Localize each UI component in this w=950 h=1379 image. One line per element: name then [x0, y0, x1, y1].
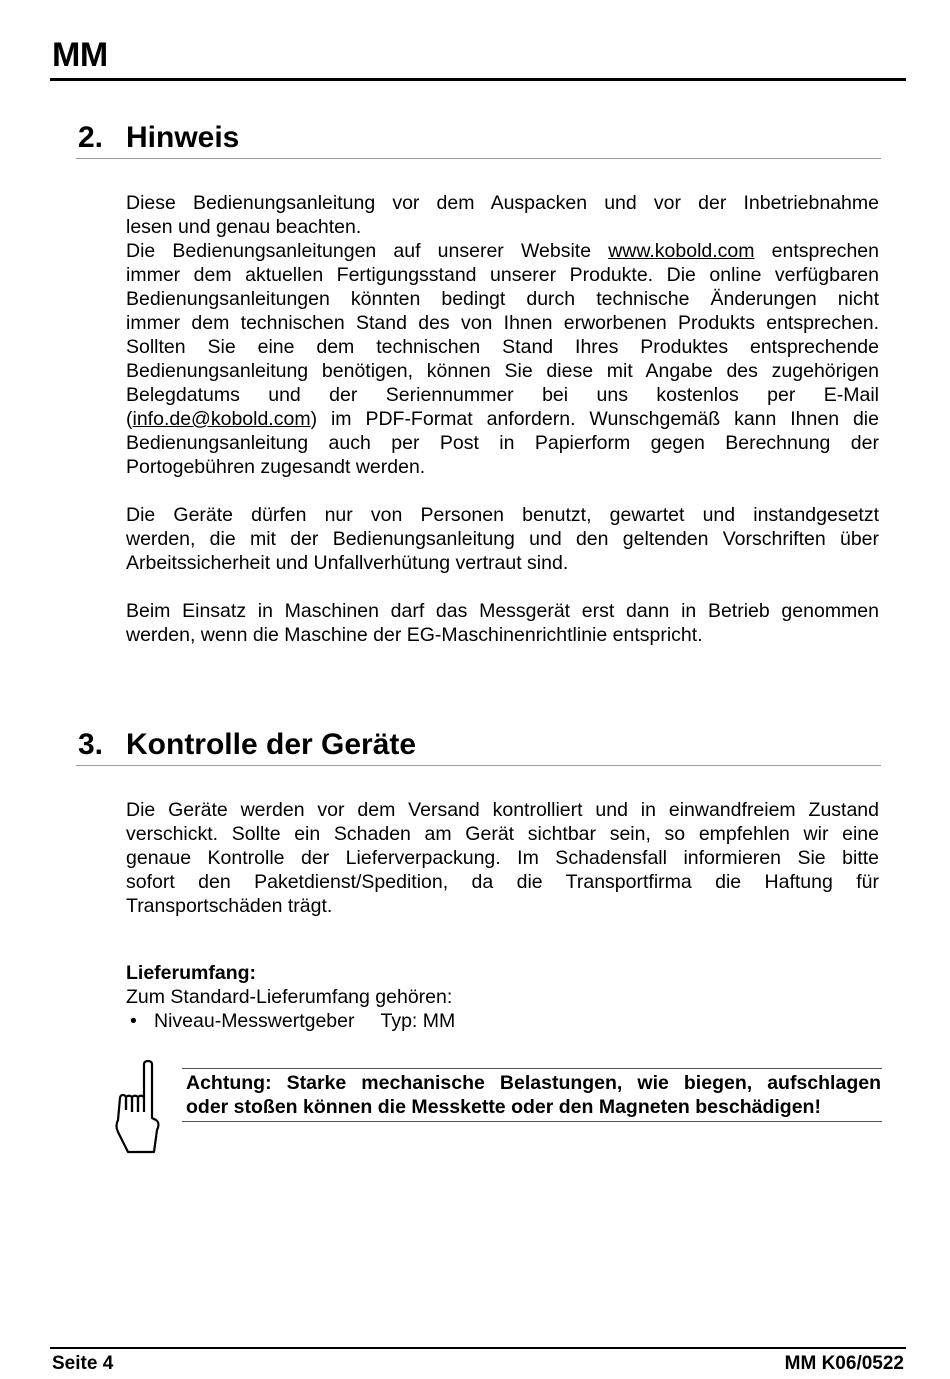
section-3-heading: [78, 728, 881, 762]
email-link[interactable]: info.de@kobold.com: [132, 408, 311, 430]
para3-line: werden, die mit der Bedienungsanleitung und den geltenden Vorschriften über: [126, 528, 879, 550]
section-2-body: [126, 191, 879, 479]
document-header-title: MM: [52, 36, 108, 74]
list-item-name: Niveau-Messwertgeber: [154, 1010, 355, 1032]
warning-top-divider: [182, 1068, 882, 1069]
para4-line: werden, wenn die Maschine der EG-Maschinenrichtlinie entspricht.: [126, 624, 703, 646]
section-3-divider: [76, 765, 881, 766]
para2-line: Portogebühren zugesandt werden.: [126, 456, 426, 478]
para2-text: (: [126, 408, 133, 430]
para2-line: Bedienungsanleitungen könnten bedingt durch technische Änderungen nicht: [126, 288, 879, 310]
section-3-line: genaue Kontrolle der Lieferverpackung. Im Schadensfall informieren Sie bitte: [126, 847, 879, 869]
para2-text: ) im PDF-Format anfordern. Wunschgemäß kann Ihnen die: [310, 408, 879, 430]
para2-line: Sollten Sie eine dem technischen Stand Ihres Produktes entsprechende: [126, 336, 879, 358]
para2-line: Bedienungsanleitung benötigen, können Sie diese mit Angabe des zugehörigen: [126, 360, 879, 382]
section-3-title: Kontrolle der Geräte: [126, 728, 417, 761]
header-divider: [50, 78, 906, 81]
section-3-number: 3.: [78, 728, 104, 761]
delivery-scope-heading: Lieferumfang:: [126, 962, 257, 984]
para4-line: Beim Einsatz in Maschinen darf das Messgerät erst dann in Betrieb genommen: [126, 600, 879, 622]
para3-line: Die Geräte dürfen nur von Personen benutzt, gewartet und instandgesetzt: [126, 504, 879, 526]
section-3-body: [126, 798, 879, 918]
list-item: [126, 1009, 879, 1033]
para2-line: immer dem technischen Stand des von Ihnen erworbenen Produkts entsprechen.: [126, 312, 879, 334]
para2-line: Belegdatums und der Seriennummer bei uns kostenlos per E-Mail: [126, 384, 879, 406]
bullet-icon: •: [130, 1010, 137, 1032]
page-number: Seite 4: [52, 1353, 114, 1374]
warning-text: [186, 1071, 881, 1119]
section-2-para-3: [126, 503, 879, 575]
warning-line: oder stoßen können die Messkette oder den Magneten beschädigen!: [186, 1096, 821, 1118]
footer-divider: [50, 1347, 906, 1349]
section-3-line: verschickt. Sollte ein Schaden am Gerät sichtbar sein, so empfehlen wir eine: [126, 823, 879, 845]
para2-email-line: [126, 407, 879, 431]
section-2-divider: [76, 158, 881, 159]
para3-line: Arbeitssicherheit und Unfallverhütung vertraut sind.: [126, 552, 569, 574]
section-2-number: 2.: [78, 121, 104, 154]
section-2-para-4: [126, 599, 879, 647]
para2-text: Die Bedienungsanleitungen auf unserer Website: [126, 240, 609, 262]
para1-line: Diese Bedienungsanleitung vor dem Auspacken und vor der Inbetriebnahme: [126, 192, 879, 214]
para2-first-line: [126, 239, 879, 263]
warning-bottom-divider: [182, 1121, 882, 1122]
section-3-line: Die Geräte werden vor dem Versand kontrolliert und in einwandfreiem Zustand: [126, 799, 879, 821]
warning-line: Achtung: Starke mechanische Belastungen, wie biegen, aufschlagen: [186, 1072, 881, 1094]
section-3-line: sofort den Paketdienst/Spedition, da die Transportfirma die Haftung für: [126, 871, 879, 893]
website-link[interactable]: www.kobold.com: [608, 240, 755, 262]
delivery-scope-intro: Zum Standard-Lieferumfang gehören:: [126, 986, 453, 1008]
section-2-title: Hinweis: [126, 121, 240, 154]
para2-line: immer dem aktuellen Fertigungsstand unserer Produkte. Die online verfügbaren: [126, 264, 879, 286]
delivery-scope: [126, 961, 879, 1033]
section-3-line: Transportschäden trägt.: [126, 895, 333, 917]
pointing-hand-icon: [112, 1058, 162, 1161]
para2-text: entsprechen: [754, 240, 879, 262]
section-2-heading: [78, 121, 881, 155]
list-item-type: Typ: MM: [380, 1010, 456, 1032]
document-code: MM K06/0522: [784, 1353, 904, 1374]
para1-line: lesen und genau beachten.: [126, 216, 362, 238]
para2-line: Bedienungsanleitung auch per Post in Papierform gegen Berechnung der: [126, 432, 879, 454]
